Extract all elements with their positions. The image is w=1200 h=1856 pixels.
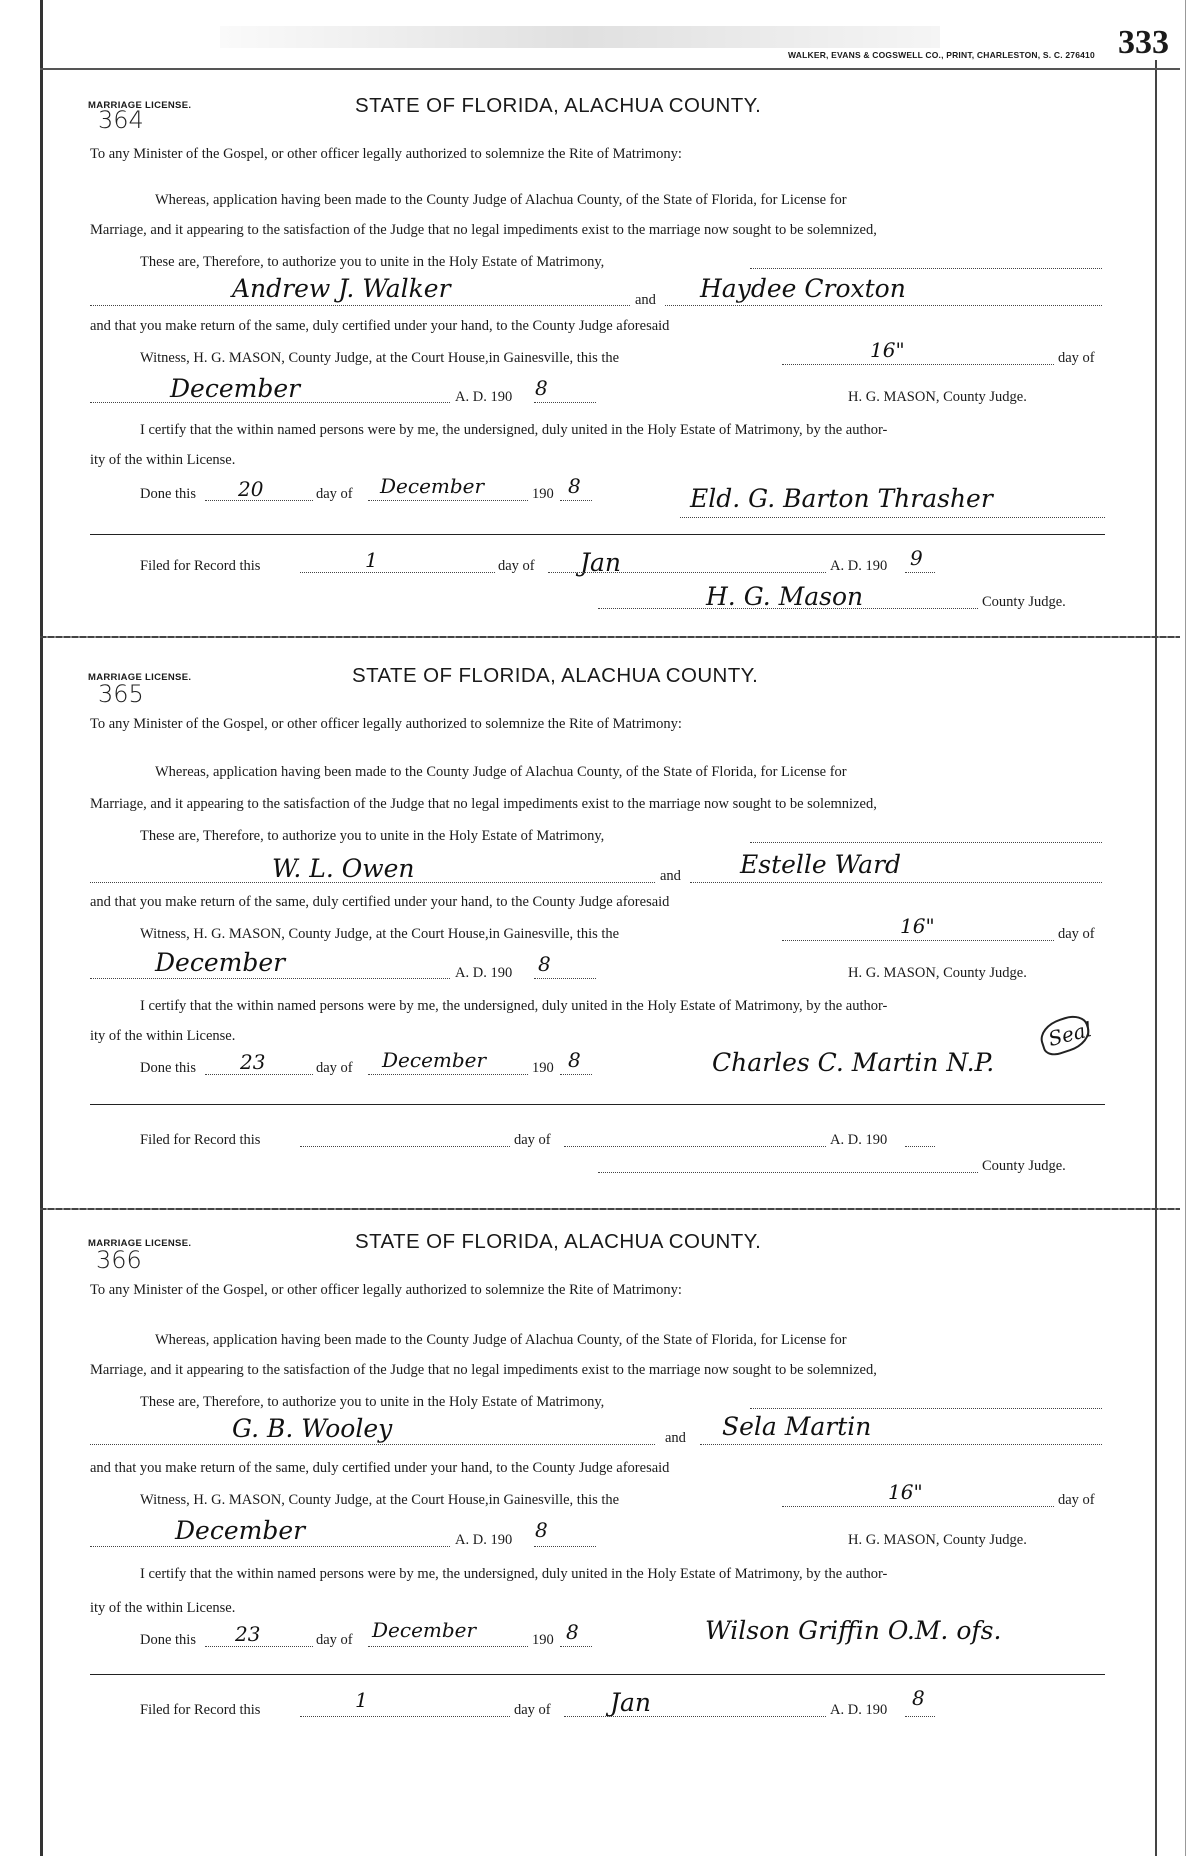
filed-month-line: [548, 572, 826, 573]
printer-imprint: WALKER, EVANS & COGSWELL CO., PRINT, CHARLESTON, S. C. 276410: [788, 50, 1095, 60]
filed-day-line: [300, 572, 495, 573]
done-190-word: 190: [532, 486, 554, 502]
witness-line: Witness, H. G. MASON, County Judge, at the Court House,in Gainesville, this the: [140, 350, 620, 366]
license-label: MARRIAGE LICENSE.: [88, 672, 192, 683]
bride-name: Haydee Croxton: [700, 274, 906, 303]
done-month-line: [368, 1646, 528, 1647]
witness-year: 8: [535, 1518, 548, 1542]
done-day-of-word: day of: [316, 486, 353, 502]
whereas-line-1: Whereas, application having been made to the County Judge of Alachua County, of the State of Florida, for License for: [155, 764, 847, 780]
and-word: and: [660, 868, 681, 884]
whereas-line-2: Marriage, and it appearing to the satisfaction of the Judge that no legal impediments exist to the marriage now sought to be solemnized,: [90, 1362, 877, 1378]
certify-line-1: I certify that the within named persons were by me, the undersigned, duly united in the Holy Estate of Matrimony, by the author-: [140, 998, 888, 1014]
filed-word: Filed for Record this: [140, 1132, 261, 1148]
done-year: 8: [568, 1048, 581, 1072]
day-of-word: day of: [1058, 1492, 1095, 1508]
certify-line-1: I certify that the within named persons were by me, the undersigned, duly united in the Holy Estate of Matrimony, by the author-: [140, 422, 888, 438]
done-year-line: [560, 500, 592, 501]
filed-separator: [90, 1674, 1105, 1675]
witness-month: December: [155, 948, 286, 977]
page-number: 333: [1118, 24, 1169, 61]
witness-day-line: [782, 1506, 1054, 1507]
witness-year: 8: [538, 952, 551, 976]
done-day-of-word: day of: [316, 1060, 353, 1076]
license-label: MARRIAGE LICENSE.: [88, 100, 192, 111]
filed-word: Filed for Record this: [140, 558, 261, 574]
whereas-line-1: Whereas, application having been made to the County Judge of Alachua County, of the State of Florida, for License for: [155, 1332, 847, 1348]
officiant-signature: Eld. G. Barton Thrasher: [690, 484, 993, 513]
certify-line-2: ity of the within License.: [90, 452, 236, 468]
and-word: and: [635, 292, 656, 308]
groom-name: W. L. Owen: [272, 854, 415, 883]
license-number: 364: [98, 106, 144, 134]
filed-day: 1: [355, 1688, 368, 1712]
whereas-line-1: Whereas, application having been made to the County Judge of Alachua County, of the State of Florida, for License for: [155, 192, 847, 208]
done-year-line: [560, 1646, 592, 1647]
license-number: 366: [96, 1246, 142, 1274]
done-190-word: 190: [532, 1060, 554, 1076]
witness-day: 16": [900, 914, 935, 938]
judge-line: H. G. MASON, County Judge.: [848, 965, 1027, 981]
bride-name: Estelle Ward: [740, 850, 902, 879]
filed-year: 9: [910, 546, 923, 570]
filed-separator: [90, 534, 1105, 535]
bride-line: [665, 305, 1102, 306]
witness-day-line: [782, 940, 1054, 941]
filed-year-line: [905, 572, 935, 573]
return-line: and that you make return of the same, duly certified under your hand, to the County Judge aforesaid: [90, 318, 670, 334]
whereas-line-2: Marriage, and it appearing to the satisfaction of the Judge that no legal impediments exist to the marriage now sought to be solemnized,: [90, 222, 877, 238]
address-line: To any Minister of the Gospel, or other officer legally authorized to solemnize the Rite of Matrimony:: [90, 716, 682, 732]
whereas-line-2: Marriage, and it appearing to the satisfaction of the Judge that no legal impediments exist to the marriage now sought to be solemnized,: [90, 796, 877, 812]
witness-year: 8: [535, 376, 548, 400]
license-label: MARRIAGE LICENSE.: [88, 1238, 192, 1249]
done-day-of-word: day of: [316, 1632, 353, 1648]
filed-ad-word: A. D. 190: [830, 1132, 888, 1148]
witness-month-line: [90, 1546, 450, 1547]
done-day: 23: [235, 1622, 261, 1646]
license-number: 365: [98, 680, 144, 708]
seal-mark: Seal: [1045, 1017, 1095, 1051]
witness-day: 16": [870, 338, 905, 362]
witness-day: 16": [888, 1480, 923, 1504]
bride-line: [700, 1444, 1102, 1445]
done-year: 8: [568, 474, 581, 498]
filed-month: Jan: [580, 548, 622, 577]
bride-name: Sela Martin: [722, 1412, 872, 1441]
license-heading: STATE OF FLORIDA, ALACHUA COUNTY.: [352, 664, 759, 687]
done-month: December: [372, 1618, 477, 1642]
ad-word: A. D. 190: [455, 1532, 513, 1548]
address-line: To any Minister of the Gospel, or other officer legally authorized to solemnize the Rite of Matrimony:: [90, 1282, 682, 1298]
filed-day-of-word: day of: [514, 1132, 551, 1148]
return-line: and that you make return of the same, duly certified under your hand, to the County Judge aforesaid: [90, 894, 670, 910]
license-heading: STATE OF FLORIDA, ALACHUA COUNTY.: [355, 1230, 762, 1253]
license-heading: STATE OF FLORIDA, ALACHUA COUNTY.: [355, 94, 762, 117]
filed-year: 8: [912, 1686, 925, 1710]
witness-year-line: [534, 978, 596, 979]
witness-year-line: [534, 402, 596, 403]
these-are-line: These are, Therefore, to authorize you to unite in the Holy Estate of Matrimony,: [140, 828, 605, 844]
certify-line-2: ity of the within License.: [90, 1600, 236, 1616]
done-this-word: Done this: [140, 486, 196, 502]
filed-ad-word: A. D. 190: [830, 1702, 888, 1718]
return-line: and that you make return of the same, duly certified under your hand, to the County Judge aforesaid: [90, 1460, 670, 1476]
filed-word: Filed for Record this: [140, 1702, 261, 1718]
groom-name: G. B. Wooley: [232, 1414, 393, 1443]
certify-line-2: ity of the within License.: [90, 1028, 236, 1044]
officiant-signature: Wilson Griffin O.M. ofs.: [705, 1616, 1002, 1645]
license-366: [0, 1142, 1200, 1718]
these-are-line: These are, Therefore, to authorize you to unite in the Holy Estate of Matrimony,: [140, 254, 605, 270]
done-this-word: Done this: [140, 1060, 196, 1076]
judge-line: H. G. MASON, County Judge.: [848, 389, 1027, 405]
these-are-line: These are, Therefore, to authorize you to unite in the Holy Estate of Matrimony,: [140, 1394, 605, 1410]
license-364: [0, 0, 1200, 611]
filed-day: 1: [365, 548, 378, 572]
done-day-line: [205, 500, 313, 501]
groom-name: Andrew J. Walker: [232, 274, 451, 303]
county-judge-word: County Judge.: [982, 1158, 1066, 1174]
and-word: and: [665, 1430, 686, 1446]
done-year: 8: [566, 1620, 579, 1644]
groom-line: [90, 882, 655, 883]
witness-month-line: [90, 402, 450, 403]
witness-month: December: [170, 374, 301, 403]
groom-line: [90, 1444, 655, 1445]
filed-day-of-word: day of: [514, 1702, 551, 1718]
bride-line: [690, 882, 1102, 883]
done-month-line: [368, 500, 528, 501]
done-this-word: Done this: [140, 1632, 196, 1648]
ad-word: A. D. 190: [455, 965, 513, 981]
fill-line: [750, 1408, 1102, 1409]
filed-separator: [90, 1104, 1105, 1105]
done-day: 20: [238, 477, 264, 501]
county-judge-word: County Judge.: [982, 594, 1066, 610]
witness-day-line: [782, 364, 1054, 365]
done-month: December: [380, 474, 485, 498]
judge-line: H. G. MASON, County Judge.: [848, 1532, 1027, 1548]
officiant-line: [680, 517, 1105, 518]
filed-month: Jan: [610, 1688, 652, 1717]
done-month-line: [368, 1074, 528, 1075]
witness-month-line: [90, 978, 450, 979]
filed-year-line: [905, 1716, 935, 1717]
done-190-word: 190: [532, 1632, 554, 1648]
fill-line: [750, 268, 1102, 269]
officiant-signature: Charles C. Martin N.P.: [712, 1048, 995, 1077]
witness-line: Witness, H. G. MASON, County Judge, at the Court House,in Gainesville, this the: [140, 926, 620, 942]
license-365: [0, 574, 1200, 1174]
done-day-line: [205, 1074, 313, 1075]
done-year-line: [560, 1074, 592, 1075]
done-day-line: [205, 1646, 313, 1647]
filed-day-line: [300, 1716, 510, 1717]
done-day: 23: [240, 1050, 266, 1074]
filed-month-line: [564, 1716, 826, 1717]
filed-ad-word: A. D. 190: [830, 558, 888, 574]
fill-line: [750, 842, 1102, 843]
certify-line-1: I certify that the within named persons were by me, the undersigned, duly united in the Holy Estate of Matrimony, by the author-: [140, 1566, 888, 1582]
witness-month: December: [175, 1516, 306, 1545]
filed-day-of-word: day of: [498, 558, 535, 574]
witness-line: Witness, H. G. MASON, County Judge, at the Court House,in Gainesville, this the: [140, 1492, 620, 1508]
done-month: December: [382, 1048, 487, 1072]
groom-line: [90, 305, 630, 306]
day-of-word: day of: [1058, 926, 1095, 942]
filed-judge-signature: H. G. Mason: [706, 582, 864, 611]
witness-year-line: [534, 1546, 596, 1547]
ad-word: A. D. 190: [455, 389, 513, 405]
day-of-word: day of: [1058, 350, 1095, 366]
address-line: To any Minister of the Gospel, or other officer legally authorized to solemnize the Rite of Matrimony:: [90, 146, 682, 162]
